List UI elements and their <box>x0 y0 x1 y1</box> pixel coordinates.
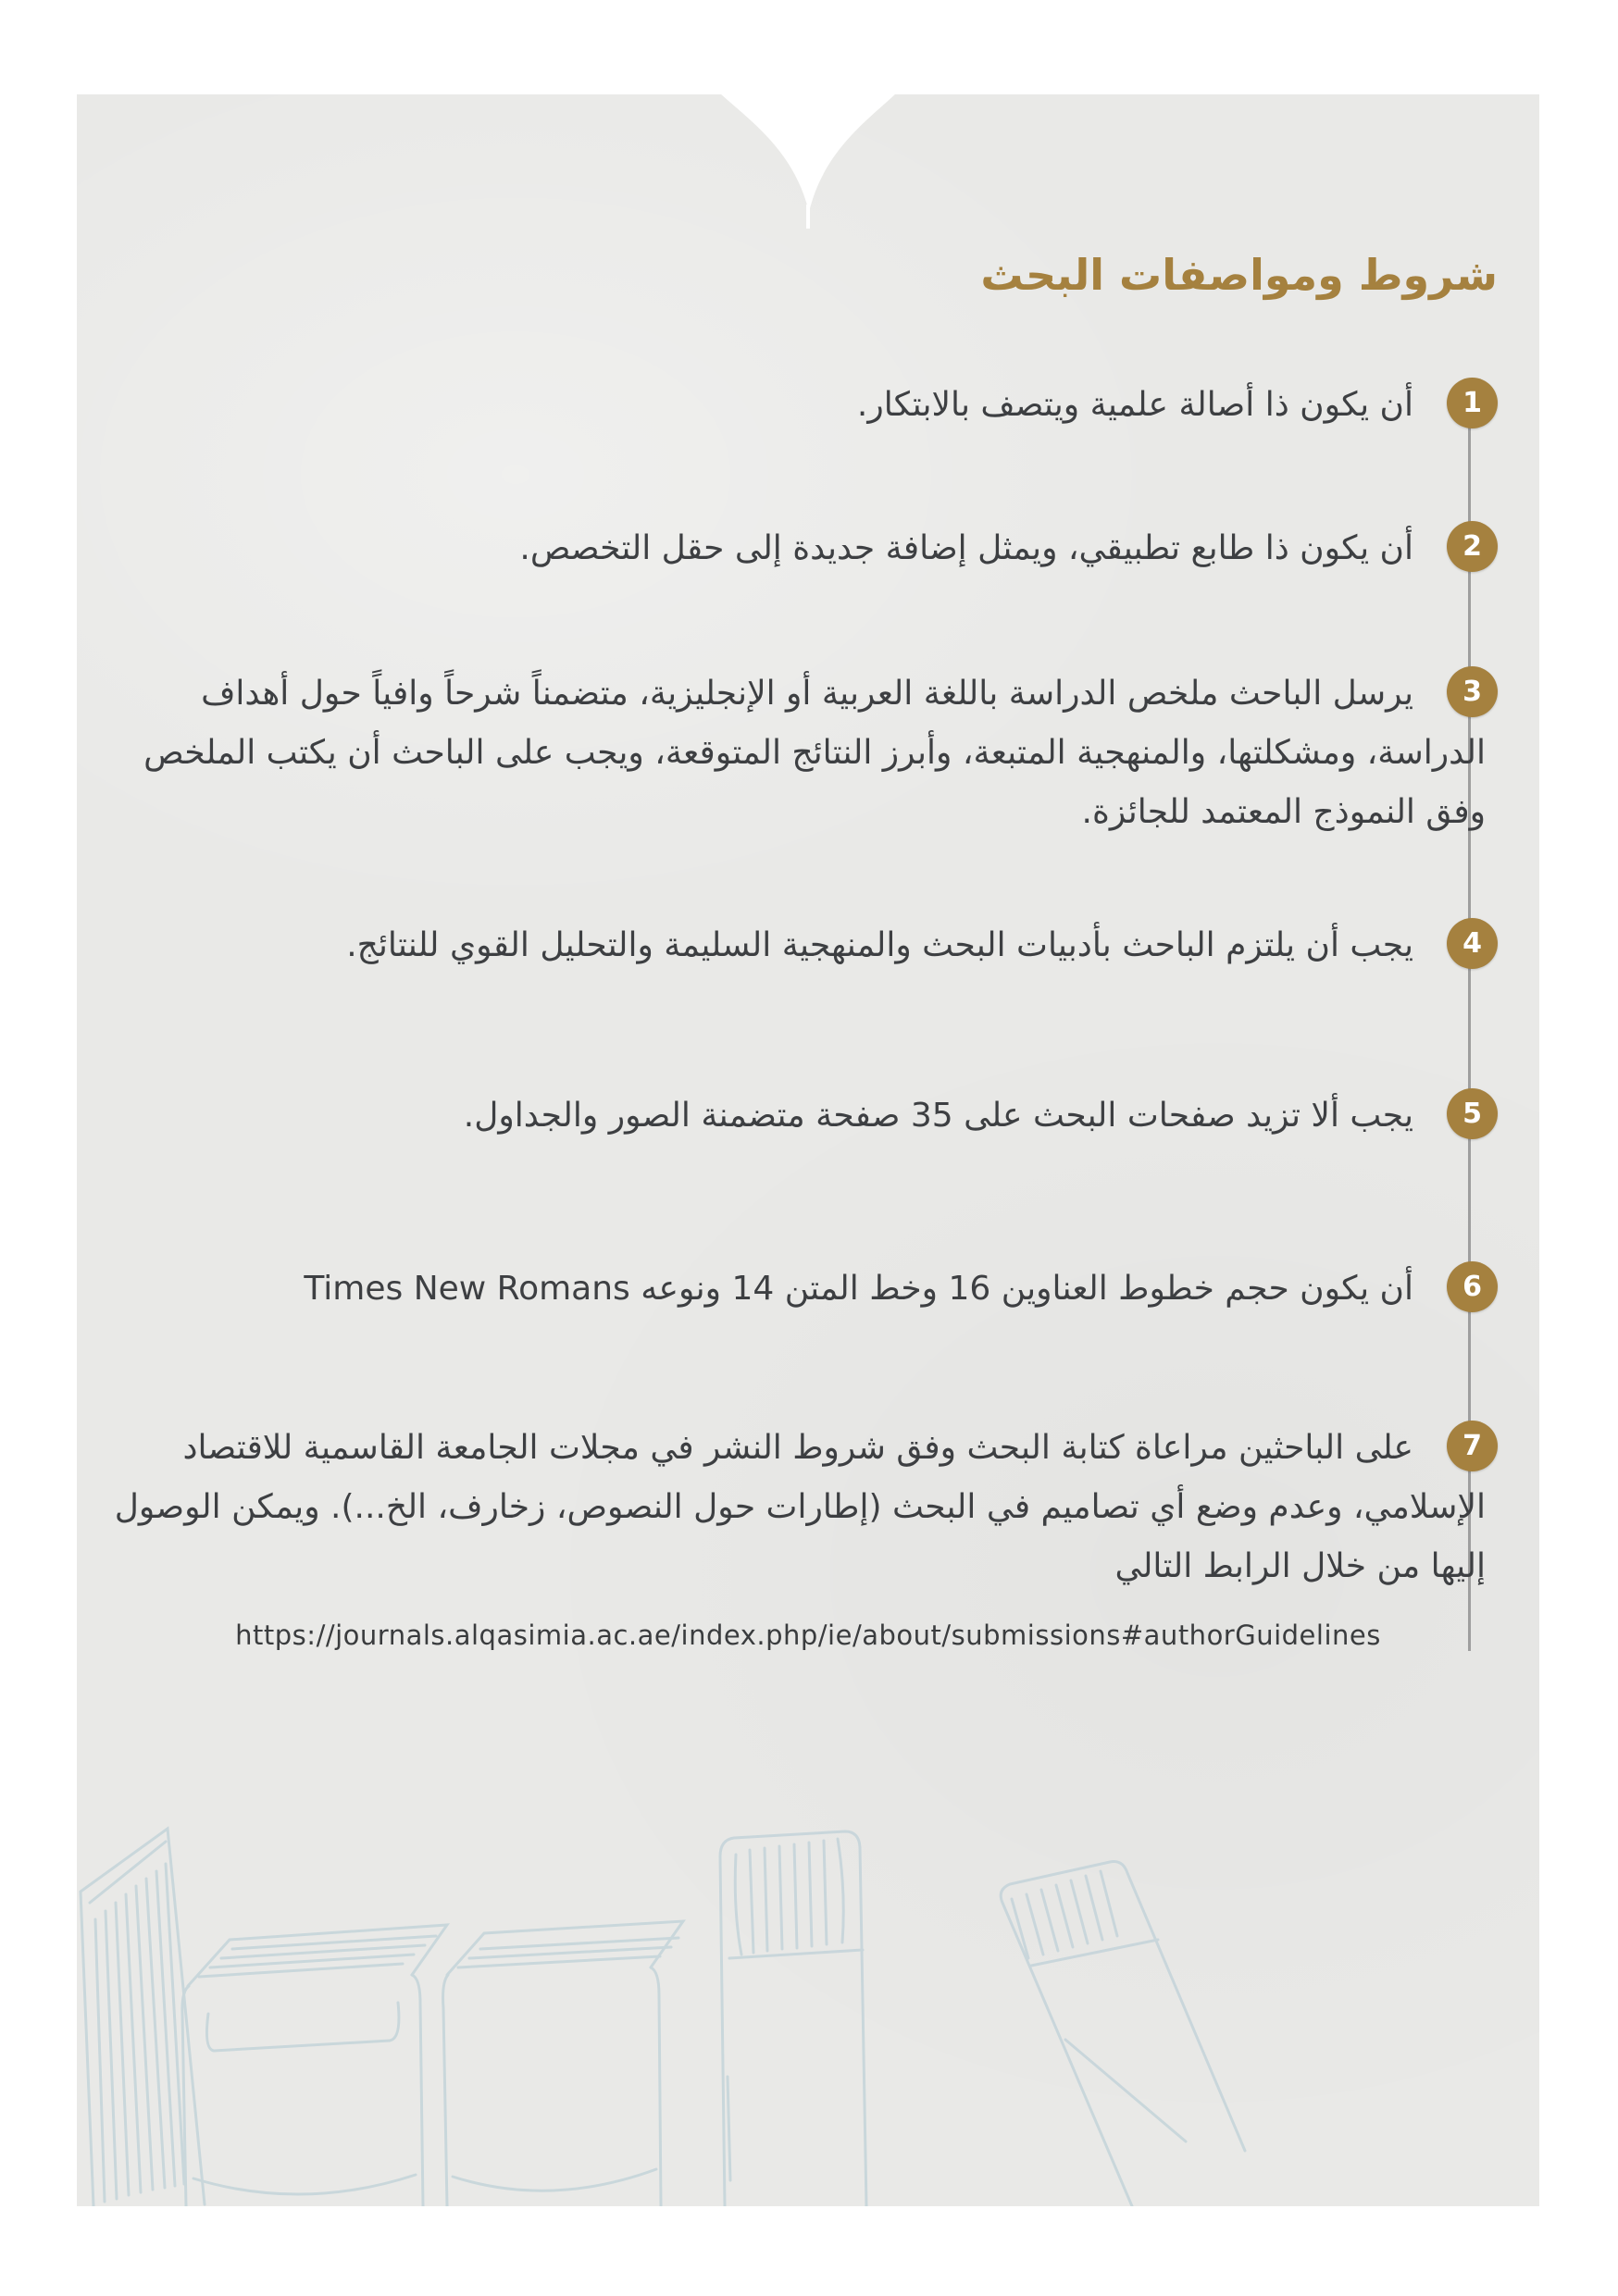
guideline-item-4 <box>97 916 1486 975</box>
item-number-badge: 5 <box>1447 1088 1498 1139</box>
item-number-badge: 7 <box>1447 1421 1498 1471</box>
guideline-item-1 <box>97 376 1486 435</box>
item-text: يجب ألا تزيد صفحات البحث على 35 صفحة متضمنة الصور والجداول. <box>463 1097 1413 1135</box>
item-text: أن يكون حجم خطوط العناوين 16 وخط المتن 14 ونوعه Times New Romans <box>304 1270 1413 1308</box>
item-number-badge: 4 <box>1447 918 1498 969</box>
item-text: على الباحثين مراعاة كتابة البحث وفق شروط النشر في مجلات الجامعة القاسمية للاقتصاد الإسلامي، وعدم وضع أي تصاميم في البحث (إطارات حول النصوص، زخارف، الخ...). ويمكن الوصول إليها من خلال الرابط التالي <box>114 1429 1486 1585</box>
item-number-badge: 3 <box>1447 666 1498 717</box>
page-title: شروط ومواصفات البحث <box>980 250 1498 300</box>
guideline-item-7 <box>97 1419 1486 1596</box>
item-text: أن يكون ذا طابع تطبيقي، ويمثل إضافة جديدة إلى حقل التخصص. <box>519 529 1413 567</box>
guidelines-url[interactable]: https://journals.alqasimia.ac.ae/index.php/ie/about/submissions#authorGuidelines <box>235 1620 1381 1651</box>
item-text: يرسل الباحث ملخص الدراسة باللغة العربية أو الإنجليزية، متضمناً شرحاً وافياً حول أهداف الدراسة، ومشكلتها، والمنهجية المتبعة، وأبرز النتائج المتوقعة، ويجب على الباحث أن يكتب الملخص وفق النموذج المعتمد للجائزة. <box>143 675 1486 831</box>
guideline-item-6 <box>97 1260 1486 1319</box>
books-sketch-icon <box>77 1744 1252 2206</box>
guideline-item-3 <box>97 664 1486 842</box>
guideline-item-5 <box>97 1086 1486 1146</box>
item-number-badge: 2 <box>1447 521 1498 572</box>
content-card <box>77 94 1539 2206</box>
open-book-notch-icon <box>720 94 896 232</box>
item-text: يجب أن يلتزم الباحث بأدبيات البحث والمنهجية السليمة والتحليل القوي للنتائج. <box>346 926 1413 964</box>
item-text: أن يكون ذا أصالة علمية ويتصف بالابتكار. <box>856 386 1413 424</box>
item-number-badge: 6 <box>1447 1261 1498 1312</box>
guideline-item-2 <box>97 519 1486 578</box>
item-number-badge: 1 <box>1447 378 1498 428</box>
